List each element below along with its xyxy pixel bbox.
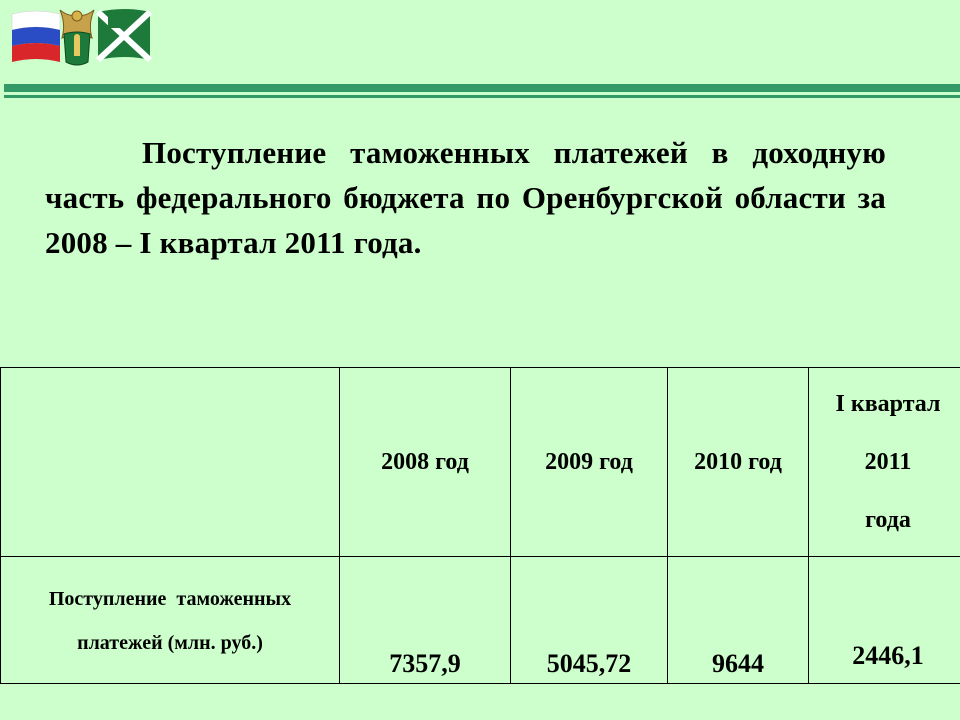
header-cell-2010: 2010 год xyxy=(668,368,809,557)
header-cell-empty xyxy=(1,368,340,557)
slide-title: Поступление таможенных платежей в доходную часть федерального бюджета по Оренбургской области за 2008 – I квартал 2011 года. xyxy=(45,135,886,260)
customs-flag-icon xyxy=(96,6,152,64)
customs-payments-table xyxy=(0,367,960,684)
row-label-cell xyxy=(1,557,340,684)
header-cell-q1-2011 xyxy=(809,368,960,557)
row-label-line2: платежей (млн. руб.) xyxy=(77,632,263,654)
value-cell-2010: 9644 xyxy=(668,557,809,684)
value-cell-q1-2011: 2446,1 xyxy=(809,557,960,684)
value-cell-2008: 7357,9 xyxy=(340,557,511,684)
table-row xyxy=(1,557,960,684)
header-q1-line1: I квартал xyxy=(835,391,941,417)
customs-emblem-icon xyxy=(54,4,100,68)
header-q1-line2: 2011 xyxy=(864,449,912,475)
header-divider-thick xyxy=(4,84,960,92)
row-label-line1: Поступление таможенных xyxy=(48,588,292,610)
header-q1-line3: года xyxy=(865,507,911,533)
value-cell-2009: 5045,72 xyxy=(511,557,668,684)
customs-logo xyxy=(10,2,152,68)
table-header-row xyxy=(1,368,960,557)
header-divider-thin xyxy=(4,95,960,98)
header-cell-2009: 2009 год xyxy=(511,368,668,557)
header-cell-2008: 2008 год xyxy=(340,368,511,557)
